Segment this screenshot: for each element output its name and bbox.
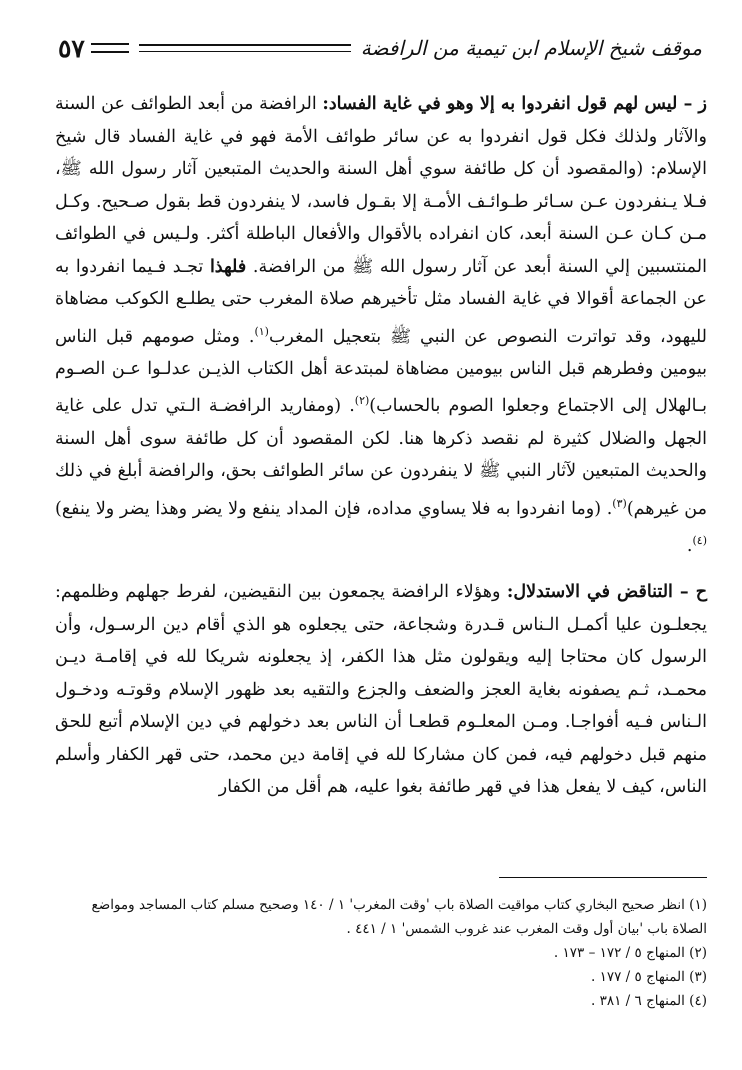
- page-header: [58, 28, 702, 68]
- section-z-heading: ز – ليس لهم قول انفردوا به إلا وهو في غاية الفساد:: [322, 94, 707, 114]
- header-rule: [139, 44, 351, 52]
- footnote-ref-1: (١): [254, 324, 269, 338]
- footnote-ref-4: (٤): [692, 533, 707, 547]
- section-z: [55, 88, 707, 562]
- footnotes: [55, 893, 707, 1013]
- footnote-divider: [499, 877, 707, 878]
- section-z-text-3: . ومثل صومهم قبل الناس بيومين وفطرهم قبل الناس بيومين مضاهاة لمبتدعة أهل الكتاب الذيـن عدلـوا عـن الصـوم بـالهلال إلى الاجتماع وجعلوا الصوم بالحساب): [55, 326, 707, 417]
- page-number-dash: [91, 43, 129, 53]
- page-number: ٥٧: [58, 33, 85, 63]
- section-h-text: وهؤلاء الرافضة يجمعون بين النقيضين، لفرط جهلهم وظلمهم: يجعلـون عليا أكمـل الـناس قـدرة وشجاعة، حتى يجعلوه هو الذي أقام دين الرسـول، وأن الرسول كان محتاجا إليه ويقولون مثل هذا الكفر، إذ يجعلونه شريكا لله في إقامـة ديـن محمـد، ثـم يصفونه بغاية العجز والضعف والجزع والتقيه بعد ظهور الإسلام وقوتـه ودخـول الـناس فـيه أفواجـا. ومـن المعلـوم قطعـا أن الناس بعد دخولهم في دين الإسلام أتبع للحق منهم قبل دخولهم فيه، فمن كان مشاركا لله في إقامة دين محمد، حتى قهر الكفار وأسلم الناس، كيف لا يفعل هذا في قهر طائفة بغوا عليه، هم أقل من الكفار: [55, 582, 707, 798]
- section-z-text-6: .: [686, 535, 693, 556]
- footnote-1: (١) انظر صحيح البخاري كتاب مواقيت الصلاة باب 'وقت المغرب' ١ / ١٤٠ وصحيح مسلم كتاب المساجد ومواضع الصلاة باب 'بيان أول وقت المغرب عند غروب الشمس' ١ / ٤٤١ .: [91, 897, 707, 937]
- section-h-heading: ح – التناقض في الاستدلال:: [506, 582, 707, 603]
- section-z-bold: فلهذا: [209, 256, 247, 277]
- main-text: [55, 88, 707, 804]
- footnote-4: (٤) المنهاج ٦ / ٣٨١ .: [591, 993, 707, 1009]
- footnote-ref-2: (٢): [354, 394, 370, 408]
- section-z-text: الرافضة من أبعد الطوائف عن السنة والآثار ولذلك فكل قول انفردوا به عن سائر طوائف الأمة فهو في غاية الفساد قال شيخ الإسلام: (والمقصود أن كل طائفة سوي أهل السنة والحديث المتبعين آثار رسول الله ﷺ، فـلا يـنفردون عـن سـائر طـوائـف الأمـة إلا بقـول فاسد، لا ينفردون قط بقول صـحيح. وكـل مـن كـان عـن السنة أبعد، كان انفراده بالأقوال والأفعال الباطلة أكثر. ولـيس في الطوائف المنتسبين إلي السنة أبعد عن آثار رسول الله ﷺ من الرافضة.: [55, 94, 707, 277]
- footnote-ref-3: (٣): [612, 496, 627, 510]
- section-z-text-2: تجـد فـيما انفردوا به عن الجماعة أقوالا في غاية الفساد مثل تأخيرهم صلاة المغرب حتى يطلـع الكوكب مضاهاة لليهود، وقد تواترت النصوص عن النبي ﷺ بتعجيل المغرب: [55, 256, 707, 347]
- section-z-text-5: . (وما انفردوا به فلا يساوي مداده، فإن المداد ينفع ولا يضر وهذا يضر ولا ينفع): [55, 498, 613, 519]
- page-number-block: [58, 34, 129, 63]
- footnote-3: (٣) المنهاج ٥ / ١٧٧ .: [591, 969, 707, 985]
- section-z-text-4: . (ومفاريد الرافضـة الـتي تدل على غاية الجهل والضلال كثيرة لم نقصد ذكرها هنا. لكن المقصود أن كل طائفة سوى أهل السنة والحديث المتبعين لآثار النبي ﷺ لا ينفردون عن سائر الطوائف بحق، والرافضة أبلغ في ذلك من غيرهم): [55, 396, 707, 519]
- section-h: [55, 576, 707, 804]
- footnote-2: (٢) المنهاج ٥ / ١٧٢ – ١٧٣ .: [553, 945, 707, 961]
- running-title: موقف شيخ الإسلام ابن تيمية من الرافضة: [360, 36, 702, 60]
